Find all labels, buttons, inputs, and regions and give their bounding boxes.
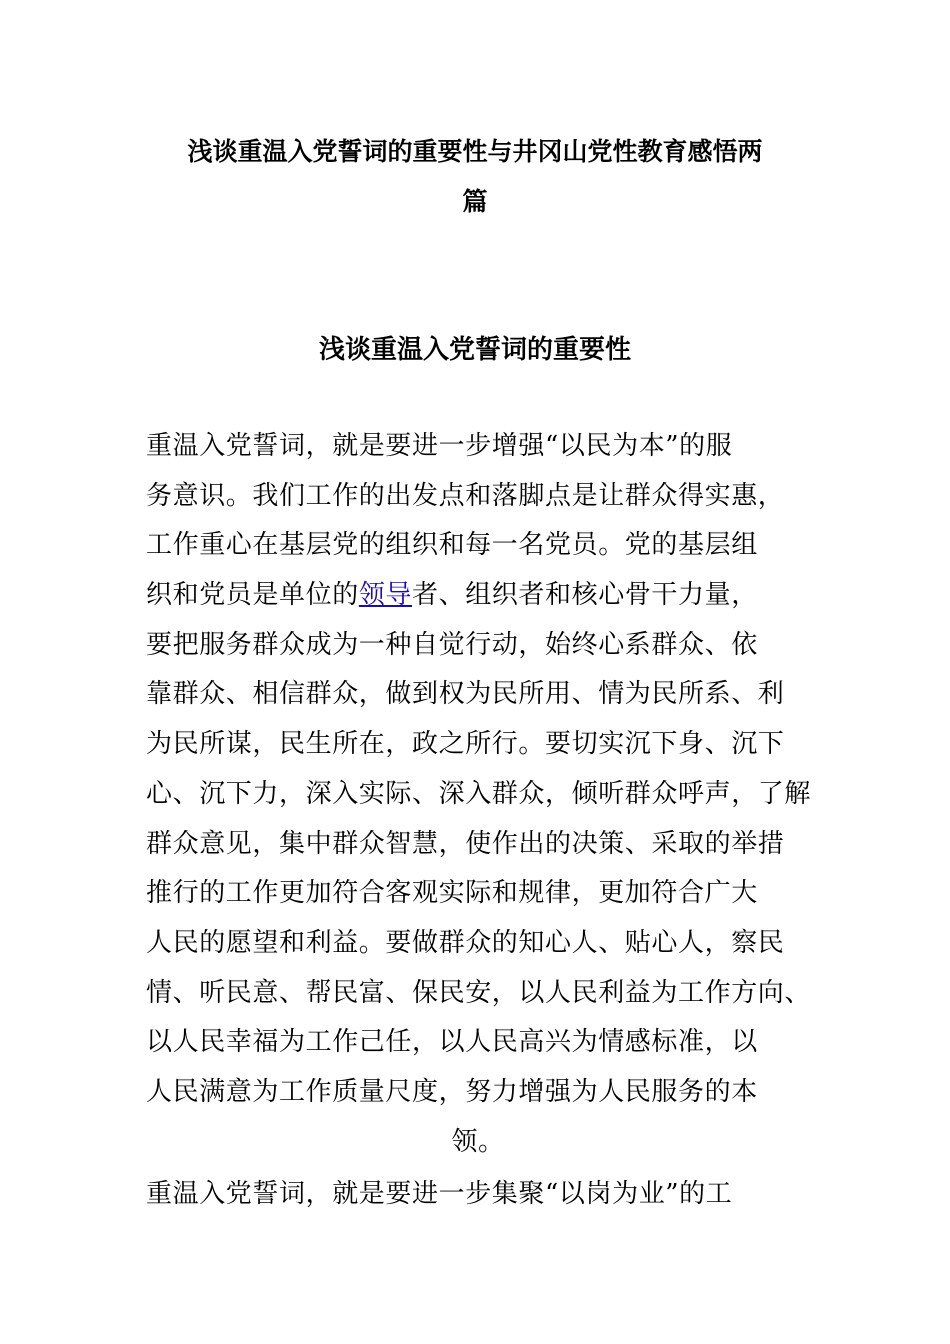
- text-line: 重温入党誓词，就是要进一步集聚“以岗为业”的工: [146, 1179, 733, 1209]
- text-fragment: 者、组织者和核心骨干力量，: [412, 580, 758, 611]
- text-line: 领。: [451, 1126, 505, 1157]
- text-line: 以人民幸福为工作己任，以人民高兴为情感标准，以: [146, 1027, 758, 1058]
- text-line: 要把服务群众成为一种自觉行动，始终心系群众、依: [146, 629, 758, 660]
- text-line: 为民所谋，民生所在，政之所行。要切实沉下身、沉下: [146, 729, 785, 760]
- text-line: 情、听民意、帮民富、保民安，以人民利益为工作方向、: [146, 977, 812, 1008]
- section-title: 浅谈重温入党誓词的重要性: [318, 335, 631, 365]
- document-title-line: 浅谈重温入党誓词的重要性与井冈山党性教育感悟两: [187, 137, 763, 166]
- document-title-line: 篇: [462, 186, 488, 216]
- paragraph: [146, 422, 810, 1167]
- paragraph: [146, 1170, 810, 1220]
- text-line: 务意识。我们工作的出发点和落脚点是让群众得实惠，: [146, 480, 785, 511]
- leadership-link[interactable]: 领导: [358, 580, 413, 611]
- document-title: [140, 128, 810, 227]
- text-line: 重温入党誓词，就是要进一步增强“以民为本”的服: [146, 431, 733, 461]
- text-line: 人民的愿望和利益。要做群众的知心人、贴心人，察民: [146, 927, 785, 958]
- text-line: [146, 571, 810, 621]
- text-line: 靠群众、相信群众，做到权为民所用、情为民所系、利: [146, 679, 785, 710]
- text-line: 群众意见，集中群众智慧，使作出的决策、采取的举措: [146, 828, 785, 859]
- text-line: 心、沉下力，深入实际、深入群众，倾听群众呼声，了解: [146, 778, 812, 809]
- text-line: 推行的工作更加符合客观实际和规律，更加符合广大: [146, 878, 758, 909]
- text-line: 人民满意为工作质量尺度，努力增强为人民服务的本: [146, 1076, 758, 1107]
- text-fragment: 织和党员是单位的: [146, 580, 359, 611]
- text-line: 工作重心在基层党的组织和每一名党员。党的基层组: [146, 530, 758, 561]
